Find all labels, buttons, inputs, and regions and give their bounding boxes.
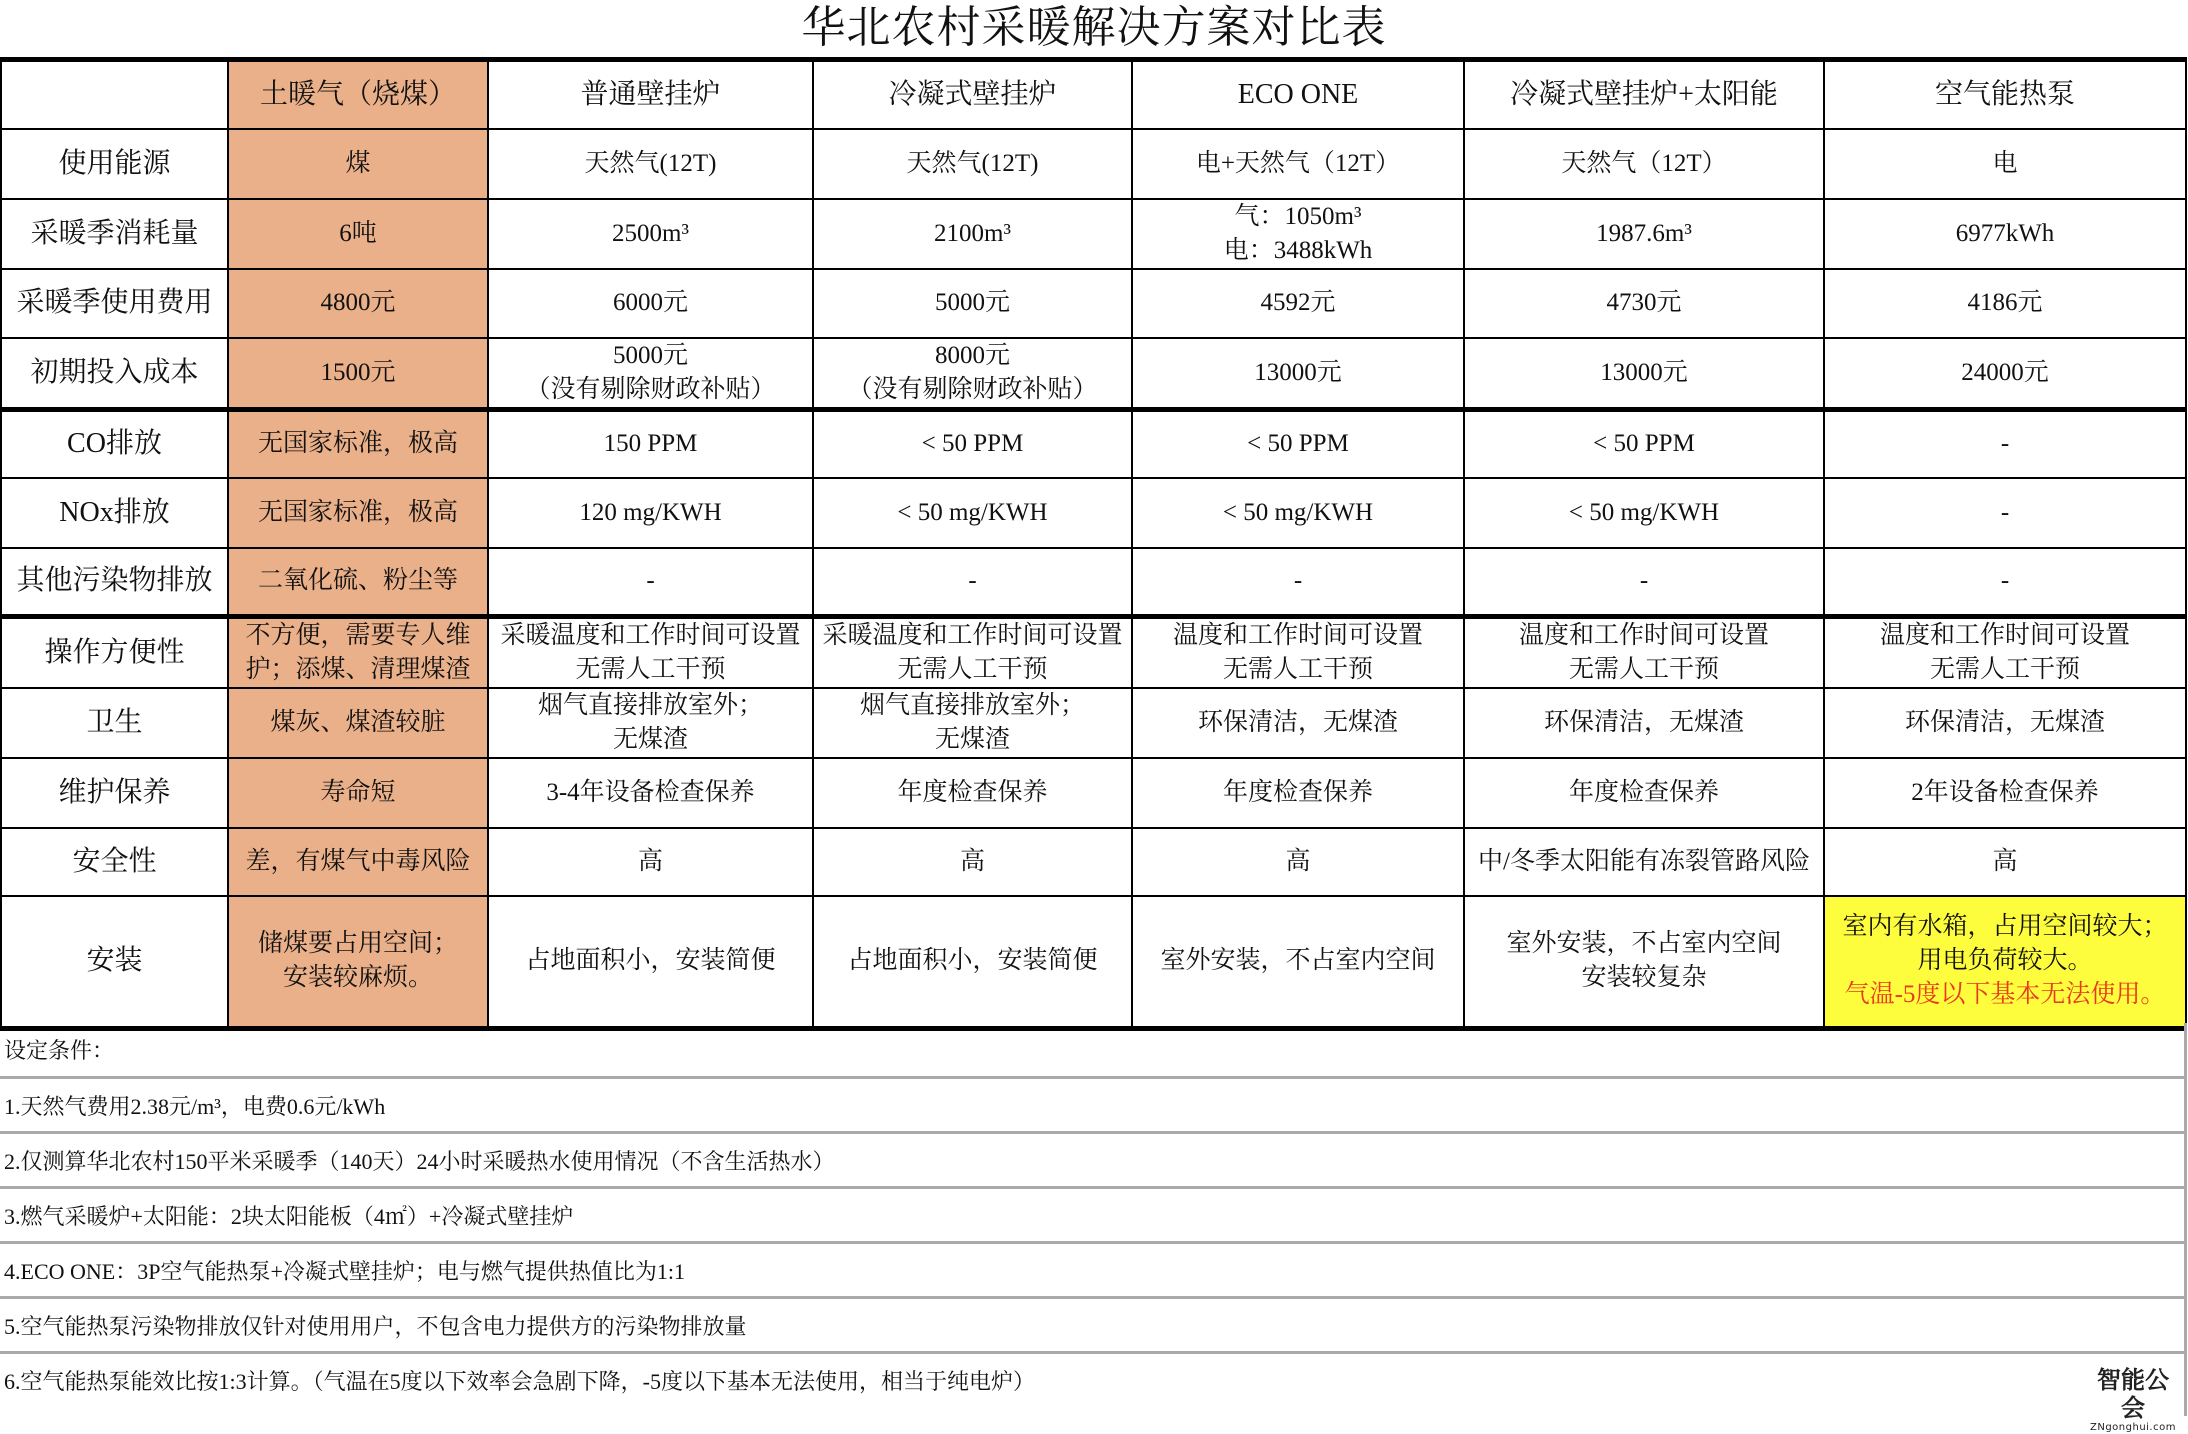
column-header: 冷凝式壁挂炉+太阳能 bbox=[1464, 60, 1824, 129]
cell-text-line: - bbox=[968, 567, 977, 595]
cell-text-line: 差，有煤气中毒风险 bbox=[245, 847, 471, 875]
table-cell bbox=[228, 478, 488, 548]
table-cell bbox=[488, 338, 813, 410]
cell-text-line: - bbox=[1293, 567, 1303, 595]
table-cell bbox=[488, 269, 813, 338]
cell-text-line: 8000元 bbox=[934, 341, 1010, 369]
note-item: 3.燃气采暖炉+太阳能：2块太阳能板（4㎡）+冷凝式壁挂炉 bbox=[0, 1189, 2185, 1244]
table-cell bbox=[1824, 478, 2186, 548]
cell-text-line: 电+天然气（12T） bbox=[1195, 149, 1401, 177]
table-cell bbox=[1132, 758, 1464, 828]
row-label: CO排放 bbox=[1, 409, 228, 478]
cell-text-line: 安装较复杂 bbox=[1581, 964, 1707, 992]
cell-text-line: < 50 mg/KWH bbox=[1568, 499, 1720, 526]
row-label: 卫生 bbox=[1, 688, 228, 758]
cell-text-line: 烟气直接排放室外； bbox=[537, 691, 763, 719]
table-cell bbox=[488, 478, 813, 548]
table-cell bbox=[228, 896, 488, 1029]
note-item: 6.空气能热泵能效比按1:3计算。（气温在5度以下效率会急剧下降，-5度以下基本无法使用，相当于纯电炉） bbox=[4, 1369, 1035, 1394]
note-item: 1.天然气费用2.38元/m³，电费0.6元/kWh bbox=[0, 1079, 2185, 1134]
table-cell bbox=[813, 199, 1132, 269]
table-cell bbox=[1824, 758, 2186, 828]
table-row bbox=[1, 548, 2186, 616]
cell-text-line: 4592元 bbox=[1260, 289, 1336, 316]
cell-text-line: 电 bbox=[1992, 149, 2018, 177]
cell-text-line: 环保清洁，无煤渣 bbox=[1543, 708, 1744, 736]
cell-text-line: 4730元 bbox=[1606, 289, 1682, 316]
table-cell bbox=[228, 199, 488, 269]
cell-text-line: 储煤要占用空间； bbox=[257, 930, 458, 958]
row-label: 安装 bbox=[1, 896, 228, 1029]
cell-text-line: - bbox=[2000, 567, 2010, 595]
cell-text-line: 中/冬季太阳能有冻裂管路风险 bbox=[1478, 847, 1810, 875]
cell-text-line: < 50 PPM bbox=[1247, 430, 1349, 458]
table-cell bbox=[488, 548, 813, 616]
header-row bbox=[1, 60, 2186, 129]
table-cell bbox=[1464, 758, 1824, 828]
cell-text-line: 6977kWh bbox=[1955, 219, 2055, 247]
table-row bbox=[1, 478, 2186, 548]
table-cell bbox=[228, 616, 488, 688]
cell-text-line: 5000元 bbox=[612, 341, 688, 369]
table-cell bbox=[1464, 896, 1824, 1029]
cell-text-line: < 50 mg/KWH bbox=[897, 499, 1048, 526]
table-cell bbox=[1824, 199, 2186, 269]
row-label: 操作方便性 bbox=[1, 616, 228, 688]
cell-text-line: 室外安装，不占室内空间 bbox=[1160, 947, 1436, 975]
column-header: ECO ONE bbox=[1132, 60, 1464, 129]
cell-text-line: 1987.6m³ bbox=[1596, 219, 1692, 247]
page-title: 华北农村采暖解决方案对比表 bbox=[801, 3, 1387, 52]
row-label: 采暖季消耗量 bbox=[1, 199, 228, 269]
table-cell bbox=[488, 129, 813, 199]
corner-cell bbox=[1, 60, 228, 129]
table-cell bbox=[1464, 269, 1824, 338]
row-label: 使用能源 bbox=[1, 129, 228, 199]
cell-text-line: 150 PPM bbox=[603, 430, 698, 458]
table-cell bbox=[1132, 616, 1464, 688]
table-row bbox=[1, 896, 2186, 1029]
cell-text-line: 6000元 bbox=[612, 289, 688, 316]
cell-text-line: 不方便，需要专人维 bbox=[245, 621, 471, 649]
table-cell bbox=[1464, 338, 1824, 410]
table-cell bbox=[228, 269, 488, 338]
cell-text-line: 室外安装，不占室内空间 bbox=[1506, 930, 1782, 958]
column-header: 土暖气（烧煤） bbox=[228, 60, 488, 129]
cell-text-line: 13000元 bbox=[1600, 358, 1688, 386]
cell-text-line: 高 bbox=[1992, 847, 2018, 875]
note-item: 5.空气能热泵污染物排放仅针对使用用户，不包含电力提供方的污染物排放量 bbox=[0, 1299, 2185, 1354]
cell-text-line: 2100m³ bbox=[934, 219, 1011, 247]
table-cell bbox=[813, 828, 1132, 896]
table-cell bbox=[1824, 688, 2186, 758]
note-item: 4.ECO ONE：3P空气能热泵+冷凝式壁挂炉；电与燃气提供热值比为1:1 bbox=[0, 1244, 2185, 1299]
cell-text-line: - bbox=[2000, 499, 2010, 526]
cell-text-line: （没有剔除财政补贴） bbox=[525, 375, 776, 403]
table-cell bbox=[813, 338, 1132, 410]
cell-text-line: 无需人工干预 bbox=[1568, 655, 1719, 683]
table-cell bbox=[813, 478, 1132, 548]
table-cell bbox=[1132, 129, 1464, 199]
cell-text-line: 4800元 bbox=[320, 289, 396, 316]
table-row bbox=[1, 129, 2186, 199]
table-cell bbox=[488, 828, 813, 896]
cell-text-line: 天然气(12T) bbox=[584, 149, 717, 177]
table-cell bbox=[1132, 548, 1464, 616]
table-cell bbox=[1132, 409, 1464, 478]
table-cell bbox=[1824, 338, 2186, 410]
row-label: 其他污染物排放 bbox=[1, 548, 228, 616]
cell-text-line: 二氧化硫、粉尘等 bbox=[257, 567, 458, 595]
notes-heading: 设定条件： bbox=[0, 1023, 2185, 1079]
table-cell bbox=[1464, 616, 1824, 688]
cell-text-line: 高 bbox=[637, 847, 663, 875]
cell-text-line: 无需人工干预 bbox=[1929, 655, 2080, 683]
cell-text-line: 温度和工作时间可设置 bbox=[1172, 621, 1423, 649]
row-label: NOx排放 bbox=[1, 478, 228, 548]
cell-text-line: 用电负荷较大。 bbox=[1917, 947, 2093, 975]
cell-text-line: 年度检查保养 bbox=[1222, 778, 1373, 806]
table-cell bbox=[488, 688, 813, 758]
table-cell bbox=[813, 896, 1132, 1029]
table-row bbox=[1, 199, 2186, 269]
table-cell bbox=[1132, 199, 1464, 269]
cell-text-line: 5000元 bbox=[934, 289, 1010, 316]
cell-text-line: 煤灰、煤渣较脏 bbox=[270, 708, 446, 736]
cell-text-line: 无煤渣 bbox=[934, 725, 1010, 753]
cell-text-line: 13000元 bbox=[1254, 358, 1342, 386]
cell-text-line: 安装较麻烦。 bbox=[282, 964, 433, 992]
table-cell bbox=[813, 129, 1132, 199]
table-row bbox=[1, 688, 2186, 758]
cell-text-line: 高 bbox=[1285, 847, 1311, 875]
table-cell bbox=[1132, 269, 1464, 338]
logo-text: 智能公会 bbox=[2097, 1366, 2169, 1422]
cell-text-line: 环保清洁，无煤渣 bbox=[1904, 708, 2105, 736]
table-cell bbox=[813, 688, 1132, 758]
table-cell bbox=[1824, 616, 2186, 688]
table-cell bbox=[1824, 129, 2186, 199]
cell-text-line: 3-4年设备检查保养 bbox=[546, 778, 755, 806]
cell-text-line: 120 mg/KWH bbox=[579, 499, 722, 526]
table-cell bbox=[228, 129, 488, 199]
cell-text-line: 24000元 bbox=[1961, 358, 2049, 386]
table-cell bbox=[813, 269, 1132, 338]
row-label: 维护保养 bbox=[1, 758, 228, 828]
note-item: 2.仅测算华北农村150平米采暖季（140天）24小时采暖热水使用情况（不含生活热水） bbox=[0, 1134, 2185, 1189]
cell-text-line: 采暖温度和工作时间可设置 bbox=[500, 621, 801, 649]
table-cell bbox=[228, 828, 488, 896]
table-row bbox=[1, 758, 2186, 828]
row-label: 初期投入成本 bbox=[1, 338, 228, 410]
cell-text-line: - bbox=[646, 567, 655, 595]
cell-text-line: 护；添煤、清理煤渣 bbox=[245, 655, 471, 683]
cell-text-line: < 50 mg/KWH bbox=[1222, 499, 1374, 526]
cell-text-line: 室内有水箱，占用空间较大； bbox=[1842, 913, 2168, 941]
cell-text-line: 无需人工干预 bbox=[897, 655, 1048, 683]
table-cell bbox=[488, 199, 813, 269]
cell-text-line: 1500元 bbox=[320, 358, 396, 386]
cell-text-line: 煤 bbox=[345, 149, 371, 177]
conditions-notes bbox=[0, 1023, 2185, 1409]
cell-text-line: 采暖温度和工作时间可设置 bbox=[822, 621, 1123, 649]
table-cell bbox=[1464, 129, 1824, 199]
table-cell bbox=[228, 409, 488, 478]
table-cell bbox=[488, 896, 813, 1029]
cell-text-line: 4186元 bbox=[1967, 289, 2043, 316]
table-cell bbox=[1464, 478, 1824, 548]
table-cell bbox=[813, 409, 1132, 478]
cell-text-line: 年度检查保养 bbox=[1568, 778, 1719, 806]
row-label: 安全性 bbox=[1, 828, 228, 896]
cell-text-line: 气：1050m³ bbox=[1234, 202, 1362, 230]
table-cell bbox=[1464, 409, 1824, 478]
cell-text-line: 烟气直接排放室外； bbox=[859, 691, 1085, 719]
table-cell bbox=[1132, 688, 1464, 758]
cell-text-line: 温度和工作时间可设置 bbox=[1879, 621, 2130, 649]
notes-right-border bbox=[2184, 1023, 2187, 1416]
column-header: 冷凝式壁挂炉 bbox=[813, 60, 1132, 129]
logo-url: ZNgonghui.com bbox=[2090, 1422, 2176, 1433]
table-cell bbox=[1132, 478, 1464, 548]
table-cell bbox=[1464, 548, 1824, 616]
cell-text-line: - bbox=[1639, 567, 1649, 595]
cell-text-line: （没有剔除财政补贴） bbox=[847, 375, 1098, 403]
table-cell bbox=[488, 409, 813, 478]
row-label: 采暖季使用费用 bbox=[1, 269, 228, 338]
table-row bbox=[1, 616, 2186, 688]
cell-text-line: < 50 PPM bbox=[921, 430, 1024, 458]
cell-text-line: - bbox=[2000, 430, 2010, 458]
table-cell bbox=[1824, 896, 2186, 1029]
cell-text-line: 天然气(12T) bbox=[906, 149, 1039, 177]
table-cell bbox=[1824, 409, 2186, 478]
cell-text-line: 年度检查保养 bbox=[897, 778, 1048, 806]
table-cell bbox=[1464, 688, 1824, 758]
table-row bbox=[1, 269, 2186, 338]
cell-text-line: < 50 PPM bbox=[1593, 430, 1695, 458]
table-cell bbox=[1132, 828, 1464, 896]
table-cell bbox=[228, 338, 488, 410]
table-row bbox=[1, 409, 2186, 478]
cell-text-line: 电：3488kWh bbox=[1223, 236, 1373, 264]
table-cell bbox=[1464, 828, 1824, 896]
watermark-logo bbox=[2088, 1366, 2178, 1433]
cell-text-line: 占地面积小，安装简便 bbox=[525, 947, 776, 975]
table-cell bbox=[228, 688, 488, 758]
cell-text-line: 无煤渣 bbox=[612, 725, 688, 753]
table-cell bbox=[228, 758, 488, 828]
comparison-table bbox=[0, 57, 2187, 1031]
table-cell bbox=[488, 758, 813, 828]
column-header: 空气能热泵 bbox=[1824, 60, 2186, 129]
table-cell bbox=[1132, 896, 1464, 1029]
cell-text-line: 无国家标准，极高 bbox=[257, 430, 458, 458]
cell-text-line: 无需人工干预 bbox=[1222, 655, 1373, 683]
table-cell bbox=[1824, 548, 2186, 616]
table-cell bbox=[813, 616, 1132, 688]
cell-text-line: 温度和工作时间可设置 bbox=[1518, 621, 1769, 649]
cell-text-line: 无需人工干预 bbox=[575, 655, 726, 683]
table-row bbox=[1, 338, 2186, 410]
table-cell bbox=[1132, 338, 1464, 410]
table-cell bbox=[813, 758, 1132, 828]
cell-text-line: 6吨 bbox=[339, 219, 377, 247]
column-header: 普通壁挂炉 bbox=[488, 60, 813, 129]
table-cell bbox=[1824, 828, 2186, 896]
table-cell bbox=[1464, 199, 1824, 269]
cell-text-line: 高 bbox=[959, 847, 985, 875]
cell-text-line: 天然气（12T） bbox=[1561, 149, 1727, 177]
table-row bbox=[1, 828, 2186, 896]
cell-text-line: 2500m³ bbox=[612, 219, 689, 247]
table-cell bbox=[228, 548, 488, 616]
cell-text-line: 寿命短 bbox=[320, 778, 396, 806]
cell-text-line: 2年设备检查保养 bbox=[1911, 778, 2099, 806]
cell-text-line: 无国家标准，极高 bbox=[257, 499, 458, 526]
cell-text-line: 占地面积小，安装简便 bbox=[847, 947, 1098, 975]
cell-text-line: 气温-5度以下基本无法使用。 bbox=[1844, 981, 2166, 1009]
table-cell bbox=[813, 548, 1132, 616]
table-cell bbox=[1824, 269, 2186, 338]
cell-text-line: 环保清洁，无煤渣 bbox=[1197, 708, 1398, 736]
table-cell bbox=[488, 616, 813, 688]
